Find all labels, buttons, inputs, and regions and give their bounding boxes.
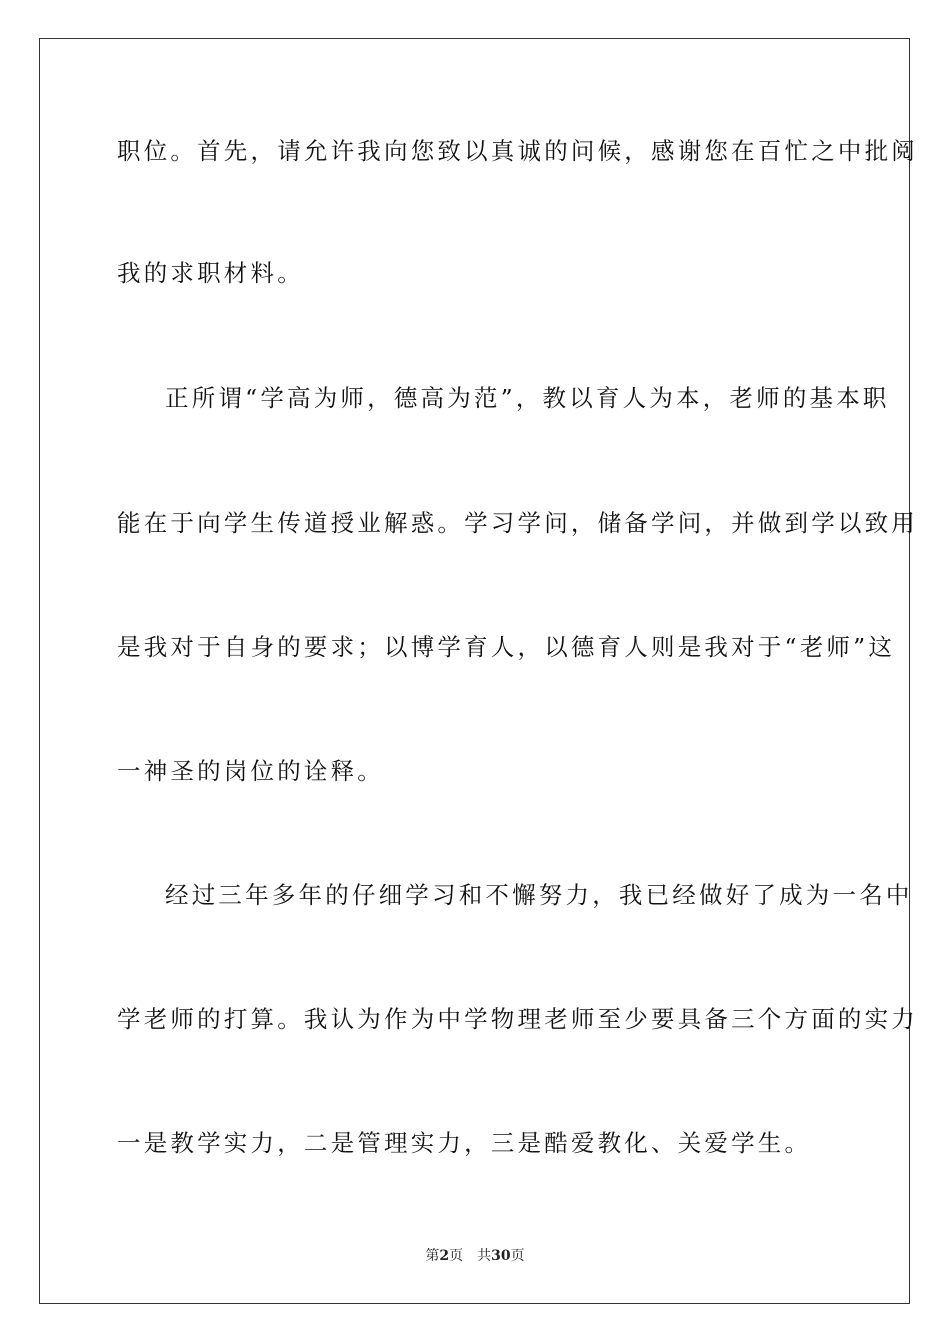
total-pages: 30 — [491, 1248, 511, 1264]
page-prefix: 第 — [425, 1248, 440, 1264]
page-suffix: 页 — [449, 1248, 464, 1264]
page-border — [39, 38, 918, 1304]
paragraph-start-line: 正所谓“学高为师，德高为范”，教以育人为本，老师的基本职 — [165, 384, 890, 412]
total-suffix: 页 — [510, 1248, 525, 1264]
body-text-line: 能在于向学生传道授业解惑。学习学问，储备学问，并做到学以致用 — [117, 509, 918, 537]
body-text-line: 一神圣的岗位的诠释。 — [117, 757, 384, 785]
body-text-line: 学老师的打算。我认为作为中学物理老师至少要具备三个方面的实力 — [117, 1005, 918, 1033]
body-text-line: 我的求职材料。 — [117, 259, 304, 287]
page-number: 2 — [439, 1248, 450, 1264]
body-text-line: 职位。首先，请允许我向您致以真诚的问候，感谢您在百忙之中批阅 — [117, 137, 918, 165]
total-prefix: 共 — [477, 1248, 492, 1264]
body-text-line: 一是教学实力，二是管理实力，三是酷爱教化、关爱学生。 — [117, 1129, 812, 1157]
paragraph-start-line: 经过三年多年的仔细学习和不懈努力，我已经做好了成为一名中 — [165, 881, 913, 909]
body-text-line: 是我对于自身的要求；以博学育人，以德育人则是我对于“老师”这 — [117, 633, 896, 661]
page-footer — [0, 1247, 950, 1265]
